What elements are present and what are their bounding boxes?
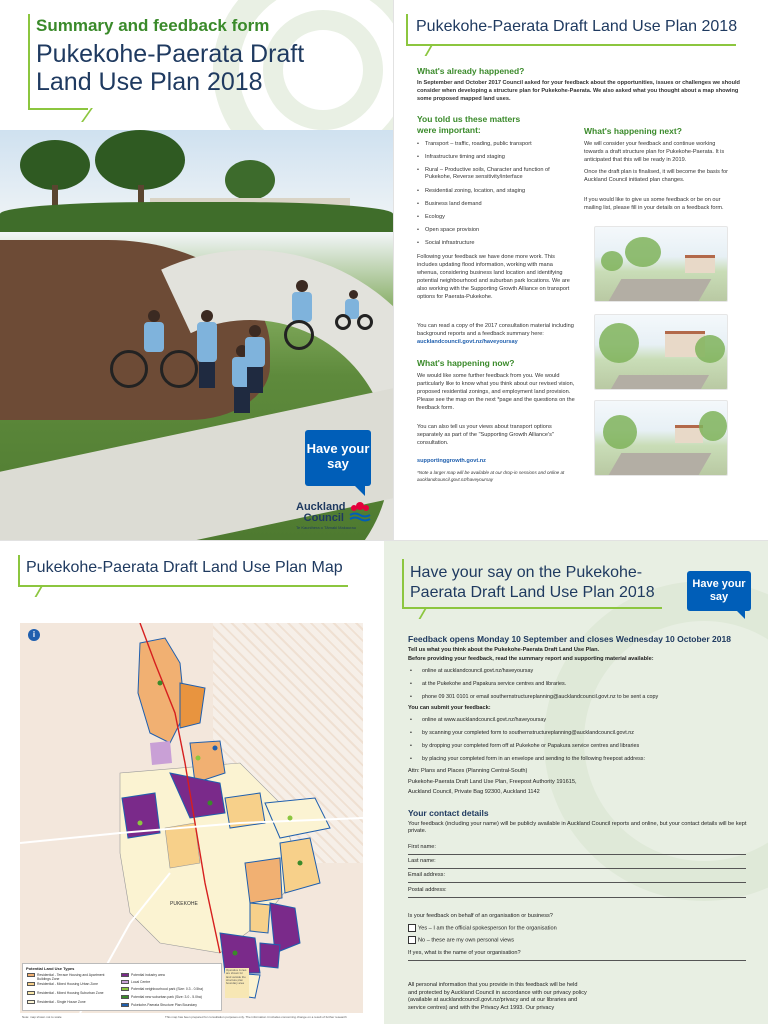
told-us-item: • Open space provision bbox=[425, 227, 575, 234]
have-your-say-badge bbox=[305, 430, 371, 486]
freepost-address-line: Attn: Plans and Places (Planning Central-South) bbox=[408, 768, 528, 774]
auckland-council-logo bbox=[296, 498, 386, 534]
legend-swatch bbox=[121, 987, 129, 991]
org-yes-option: Yes – I am the official spokesperson for the organisation bbox=[408, 924, 557, 932]
summary-title: Pukekohe-Paerata Draft Land Use Plan 2018 bbox=[416, 18, 738, 35]
summary-panel bbox=[393, 0, 768, 540]
cover-subtitle: Summary and feedback form bbox=[36, 16, 270, 35]
map-disclaimer: This map has been prepared for consultation purposes only. The information it includes concerning change on a result of further research bbox=[165, 1015, 347, 1019]
told-us-item: • Infrastructure timing and staging bbox=[425, 154, 575, 161]
photo-hedge bbox=[0, 202, 393, 232]
title-bubble-border-bottom bbox=[28, 108, 88, 110]
legend-swatch bbox=[27, 1000, 35, 1004]
material-item: • phone 09 301 0101 or email southernstructureplanning@aucklandcouncil.govt.nz to be sent a copy bbox=[422, 694, 742, 701]
streetscape-illustration bbox=[594, 226, 728, 302]
privacy-statement: All personal information that you provide in this feedback will be held and protected by Auckland Council in accordance with our privacy policy (available at aucklandcouncil.govt.nz/privacy and at our libraries and service centres) and with the Privacy Act 1993. Our privacy bbox=[408, 982, 587, 1011]
title-bubble-border-bottom bbox=[402, 607, 662, 609]
have-your-say-text: Have your say bbox=[306, 441, 370, 471]
operative-zones-note: Operative zones are shown for land outside the structure plan boundary area bbox=[225, 968, 249, 998]
organisation-question: Is your feedback on behalf of an organisation or business? bbox=[408, 913, 553, 919]
legend-item: Local Centre bbox=[131, 980, 211, 984]
org-no-option: No – these are my own personal views bbox=[408, 936, 514, 944]
photo-tree bbox=[225, 160, 275, 200]
cover-panel bbox=[0, 0, 393, 540]
freepost-address-line: Auckland Council, Private Bag 92300, Auckland 1142 bbox=[408, 789, 540, 795]
map-town-label: PUKEKOHE bbox=[170, 901, 198, 907]
material-item: • online at aucklandcouncil.govt.nz/haveyoursay bbox=[422, 668, 742, 675]
feedback-panel bbox=[384, 540, 768, 1024]
before-providing-text: Before providing your feedback, read the summary report and supporting material available: bbox=[408, 656, 654, 662]
legend-item: Potential neighbourhood park (Size: 0.3 - 0.5ha) bbox=[131, 987, 211, 991]
legend-swatch bbox=[27, 982, 35, 986]
have-your-say-text: Have your say bbox=[692, 578, 746, 603]
feedback-title: Have your say on the Pukekohe-Paerata Draft Land Use Plan 2018 bbox=[410, 564, 655, 601]
map-title: Pukekohe-Paerata Draft Land Use Plan Map bbox=[26, 559, 343, 576]
happening-now-text: We would like some further feedback from you. We would particularly like to know what you think about our revised vision, proposed residential zonings, and employment land provision. Please see the map on the next *page and the questions on the feedback form. bbox=[417, 373, 575, 411]
submit-item: • by scanning your completed form to southernstructureplanning@aucklandcouncil.govt.nz bbox=[422, 730, 742, 737]
freepost-address-line: Pukekohe-Paerata Draft Land Use Plan, Freepost Authority 191615, bbox=[408, 779, 577, 785]
legend-title: Potential Land Use Types bbox=[26, 966, 75, 971]
legend-swatch bbox=[121, 1003, 129, 1007]
title-bubble-border bbox=[18, 555, 20, 585]
submit-item: • by placing your completed form in an envelope and sending to the following freepost address: bbox=[422, 756, 742, 763]
submit-item: • by dropping your completed form off at Pukekohe or Papakura service centres and libraries bbox=[422, 743, 742, 750]
housing-illustration bbox=[594, 314, 728, 390]
org-yes-checkbox[interactable] bbox=[408, 924, 416, 932]
legend-swatch bbox=[27, 973, 35, 977]
read-copy-intro: You can read a copy of the 2017 consultation material including background reports and a feedback summary here: bbox=[417, 323, 574, 337]
haveyoursay-link[interactable]: aucklandcouncil.govt.nz/haveyoursay bbox=[417, 339, 518, 345]
legend-item: Pukekohe-Paerata Structure Plan Boundary bbox=[131, 1003, 211, 1007]
read-copy-text bbox=[417, 322, 575, 346]
contact-details-heading: Your contact details bbox=[408, 808, 489, 818]
larger-map-note: *Note a larger map will be available at our drop-in sessions and online at aucklandcouncil.govt.nz/haveyoursay bbox=[417, 470, 565, 482]
following-feedback-text: Following your feedback we have done more work. This includes updating flood information, working with mana whenua, considering business land location and identifying potential neighbourhood and suburban park locations. We are also working with the Supporting Growth Alliance on transport options for Paerata-Pukekohe. bbox=[417, 254, 570, 300]
title-bubble-border bbox=[402, 559, 404, 607]
legend-swatch bbox=[121, 980, 129, 984]
supporting-growth-link[interactable]: supportinggrowth.govt.nz bbox=[417, 458, 486, 464]
happening-next-text-2: Once the draft plan is finalised, it will become the basis for Auckland Council initiated plan changes. bbox=[584, 169, 728, 183]
already-happened-heading: What's already happened? bbox=[417, 66, 525, 76]
told-us-item: • Rural – Productive soils, Character and function of Pukekohe, Reverse sensitivity/interface bbox=[425, 167, 575, 181]
happening-next-heading: What's happening next? bbox=[584, 126, 682, 136]
legend-swatch bbox=[121, 973, 129, 977]
email-field[interactable]: Email address: bbox=[408, 871, 746, 883]
last-name-field[interactable]: Last name: bbox=[408, 857, 746, 869]
title-bubble-border bbox=[406, 14, 408, 44]
title-bubble-border-bottom bbox=[406, 44, 736, 46]
told-us-item: • Social infrastructure bbox=[425, 240, 575, 247]
council-flower-icon bbox=[348, 498, 372, 522]
cover-header bbox=[0, 0, 393, 130]
photo-tree bbox=[20, 140, 90, 190]
already-happened-text: In September and October 2017 Council asked for your feedback about the opportunities, issues or challenges we should consider when developing a structure plan for Pukekohe-Paerata. We also asked what you thought about a map showing some proposed mapped land uses. bbox=[417, 80, 740, 102]
legend-swatch bbox=[121, 995, 129, 999]
legend-swatch bbox=[27, 991, 35, 995]
told-us-item: • Ecology bbox=[425, 214, 575, 221]
scale-note: Note: map shown not to scale bbox=[22, 1015, 62, 1019]
transport-options-text: You can also tell us your views about transport options separately as part of the "Supporting Growth Alliance's" consultation. bbox=[417, 424, 554, 446]
happening-now-heading: What's happening now? bbox=[417, 358, 515, 368]
feedback-dates: Feedback opens Monday 10 September and closes Wednesday 10 October 2018 bbox=[408, 634, 731, 644]
have-your-say-badge bbox=[687, 571, 751, 611]
told-us-item: • Transport – traffic, roading, public transport bbox=[425, 141, 575, 148]
submit-heading: You can submit your feedback: bbox=[408, 705, 491, 711]
suburban-street-illustration bbox=[594, 400, 728, 476]
legend-item: Residential - Terrace Housing and Apartment Buildings Zone bbox=[37, 973, 117, 981]
legend-item: Potential new suburban park (Size: 3.0 - 5.0ha) bbox=[131, 995, 211, 999]
told-us-item: • Residential zoning, location, and staging bbox=[425, 188, 575, 195]
happening-next-text-1: We will consider your feedback and continue working towards a draft structure plan for Pukekohe-Paerata. It is anticipated that this will be ready in 2019. bbox=[584, 141, 725, 163]
told-us-heading: You told us these matters were important: bbox=[417, 114, 521, 135]
title-bubble-tail bbox=[81, 108, 105, 122]
legend-item: Residential - Single House Zone bbox=[37, 1000, 117, 1004]
map-legend bbox=[22, 963, 222, 1011]
map-panel bbox=[0, 540, 384, 1024]
org-no-checkbox[interactable] bbox=[408, 936, 416, 944]
organisation-name-field[interactable]: If yes, what is the name of your organisation? bbox=[408, 949, 746, 961]
council-name: Auckland Council bbox=[296, 501, 346, 524]
title-bubble-border-bottom bbox=[18, 585, 348, 587]
material-item: • at the Pukekohe and Papakura service centres and libraries. bbox=[422, 681, 742, 688]
land-use-map bbox=[20, 623, 363, 1013]
council-tagline: Te Kaunihera o Tāmaki Makaurau bbox=[296, 525, 356, 530]
cover-title: Pukekohe-Paerata Draft Land Use Plan 2018 bbox=[36, 40, 305, 96]
legend-item: Residential - Mixed Housing Suburban Zone bbox=[37, 991, 117, 995]
legend-item: Potential industry area bbox=[131, 973, 211, 977]
info-icon: i bbox=[28, 629, 40, 641]
legend-item: Residential - Mixed Housing Urban Zone bbox=[37, 982, 117, 986]
title-bubble-border bbox=[28, 14, 30, 110]
tell-us-text: Tell us what you think about the Pukekohe-Paerata Draft Land Use Plan. bbox=[408, 647, 600, 653]
first-name-field[interactable]: First name: bbox=[408, 843, 746, 855]
contact-details-text: Your feedback (including your name) will be publicly available in Auckland Council reports and online, but your contact details will be kept private. bbox=[408, 821, 747, 834]
submit-item: • online at www.aucklandcouncil.govt.nz/haveyoursay bbox=[422, 717, 742, 724]
postal-address-field[interactable]: Postal address: bbox=[408, 886, 746, 898]
happening-next-text-3: If you would like to give us some feedback or be on our mailing list, please fill in your details on a feedback form. bbox=[584, 197, 724, 211]
map-zones bbox=[20, 623, 363, 1013]
told-us-item: • Business land demand bbox=[425, 201, 575, 208]
photo-tree bbox=[95, 130, 185, 190]
